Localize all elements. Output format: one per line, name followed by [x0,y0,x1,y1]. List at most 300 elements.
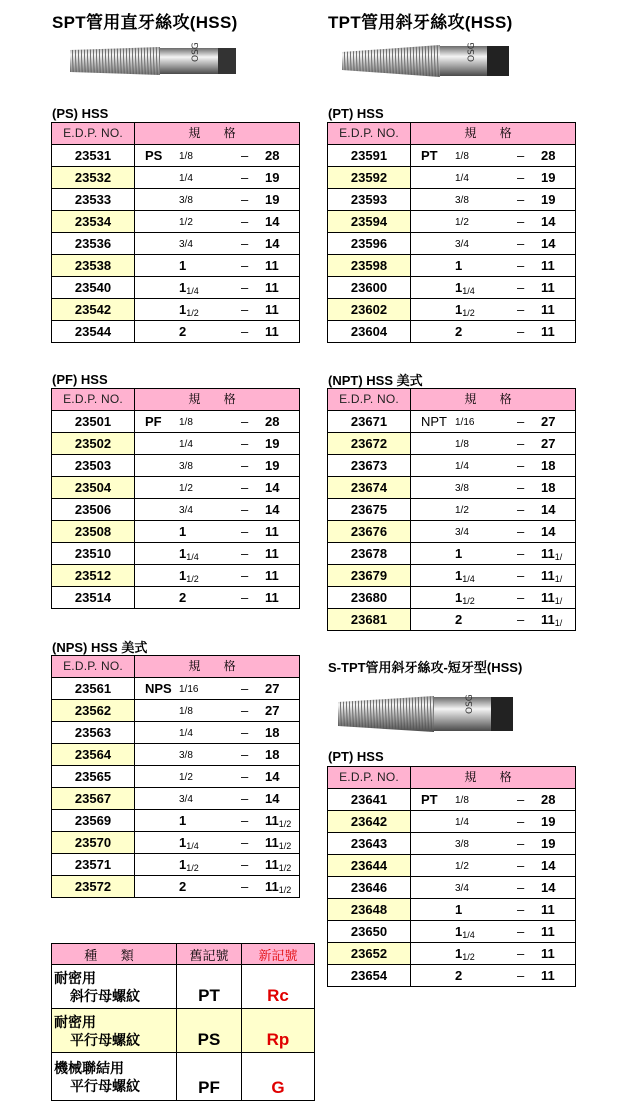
stpt-tap-image [336,690,516,738]
thread-size: 1/4 [455,461,469,472]
table-row [328,255,576,277]
edp-number: 23564 [52,744,135,766]
table-row [328,499,576,521]
thread-pitch: 14 [541,880,556,895]
thread-pitch: 11 [541,968,555,983]
edp-header: E.D.P. NO. [328,389,411,411]
thread-pitch: 19 [265,192,280,207]
thread-size: $1_{1/2}$ [179,568,199,584]
table-row [52,587,300,609]
thread-size: 3/4 [179,794,193,805]
spt-title: SPT管用直牙絲攻(HSS) [52,13,238,32]
dash-separator: – [517,792,525,807]
edp-number: 23673 [328,455,411,477]
edp-number: 23604 [328,321,411,343]
table-row [52,499,300,521]
table-row [328,543,576,565]
thread-size: 2 [179,324,187,339]
edp-number: 23646 [328,877,411,899]
thread-size: 1 [179,813,187,828]
thread-pitch: $11_{1/}$ [541,590,563,606]
edp-number: 23600 [328,277,411,299]
edp-number: 23531 [52,145,135,167]
spec-table-pf [51,388,300,609]
osg-logo-text: OSG [467,42,477,62]
dash-separator: – [517,502,525,517]
thread-pitch: 14 [265,214,280,229]
table-row [52,455,300,477]
thread-pitch: $11_{1/2}$ [265,835,292,851]
dash-separator: – [241,502,249,517]
table-row [52,788,300,810]
thread-pitch: 27 [265,703,280,718]
thread-pitch: 11 [541,924,555,939]
dash-separator: – [241,879,249,894]
thread-pitch: 14 [541,214,556,229]
thread-pitch: 19 [541,170,556,185]
dash-separator: – [241,769,249,784]
edp-number: 23598 [328,255,411,277]
table-row [52,167,300,189]
table-label-pf: (PF) HSS [52,372,108,387]
thread-size: 3/8 [179,461,193,472]
table-row [328,855,576,877]
thread-pitch: 27 [541,436,556,451]
thread-prefix: PS [145,148,163,163]
edp-number: 23565 [52,766,135,788]
spec-table-pt [327,122,576,343]
thread-pitch: 28 [265,148,280,163]
edp-number: 23540 [52,277,135,299]
table-row [328,167,576,189]
thread-pitch: 14 [541,236,556,251]
thread-size: 2 [179,590,187,605]
thread-size: 1/4 [179,728,193,739]
thread-size: $1_{1/4}$ [179,280,199,296]
legend-header-type: 種 類 [52,944,177,965]
thread-size: $1_{1/4}$ [455,568,475,584]
dash-separator: – [241,480,249,495]
edp-number: 23532 [52,167,135,189]
edp-number: 23514 [52,587,135,609]
table-row [328,899,576,921]
legend-type: 耐密用 斜行母螺紋 [52,965,177,1009]
dash-separator: – [517,236,525,251]
thread-size: 1 [455,258,463,273]
edp-number: 23594 [328,211,411,233]
table-row [328,321,576,343]
dash-separator: – [241,791,249,806]
thread-pitch: 11 [541,280,555,295]
dash-separator: – [241,813,249,828]
dash-separator: – [241,436,249,451]
dash-separator: – [241,236,249,251]
spec-table-ps [51,122,300,343]
table-row [328,299,576,321]
thread-pitch: 14 [541,524,556,539]
thread-size: 2 [455,968,463,983]
thread-size: 2 [455,324,463,339]
edp-number: 23542 [52,299,135,321]
table-row [52,832,300,854]
table-row [328,789,576,811]
table-row [52,299,300,321]
thread-size: 1/2 [179,483,193,494]
table-row [328,521,576,543]
thread-size: 1 [455,902,463,917]
thread-pitch: 11 [265,280,279,295]
thread-pitch: 11 [541,324,555,339]
thread-pitch: 11 [541,258,555,273]
legend-header-new: 新記號 [242,944,315,965]
dash-separator: – [241,214,249,229]
spec-header: 規 格 [135,123,300,145]
table-row [328,211,576,233]
table-row [328,233,576,255]
dash-separator: – [517,968,525,983]
thread-pitch: 18 [541,458,556,473]
edp-number: 23501 [52,411,135,433]
table-row [328,609,576,631]
thread-pitch: 11 [265,524,279,539]
thread-pitch: 19 [265,436,280,451]
thread-size: 1/8 [179,151,193,162]
table-row [328,411,576,433]
table-row [52,543,300,565]
dash-separator: – [241,280,249,295]
table-row [328,145,576,167]
thread-size: $1_{1/4}$ [179,835,199,851]
table-row [328,477,576,499]
table-row [52,145,300,167]
edp-number: 23596 [328,233,411,255]
thread-size: 1/2 [455,217,469,228]
thread-size: 1/8 [179,706,193,717]
dash-separator: – [241,192,249,207]
table-row [52,876,300,898]
thread-pitch: 19 [541,836,556,851]
table-row [328,965,576,987]
dash-separator: – [241,170,249,185]
thread-pitch: 28 [541,792,556,807]
dash-separator: – [241,458,249,473]
dash-separator: – [517,880,525,895]
table-row [52,277,300,299]
table-row [328,833,576,855]
edp-number: 23508 [52,521,135,543]
edp-number: 23504 [52,477,135,499]
thread-size: 3/8 [455,483,469,494]
dash-separator: – [517,924,525,939]
edp-number: 23534 [52,211,135,233]
thread-size: 3/4 [455,527,469,538]
spec-table-npt [327,388,576,631]
thread-size: 1/4 [179,173,193,184]
dash-separator: – [517,414,525,429]
thread-size: $1_{1/2}$ [455,946,475,962]
thread-pitch: 27 [265,681,280,696]
thread-size: 3/8 [455,195,469,206]
edp-number: 23678 [328,543,411,565]
table-row [52,189,300,211]
dash-separator: – [241,148,249,163]
thread-size: 1/8 [455,439,469,450]
dash-separator: – [241,414,249,429]
thread-pitch: 19 [541,814,556,829]
edp-number: 23643 [328,833,411,855]
thread-pitch: 11 [265,324,279,339]
edp-number: 23674 [328,477,411,499]
thread-pitch: 11 [265,590,279,605]
spec-table-nps [51,655,300,898]
dash-separator: – [241,524,249,539]
thread-size: $1_{1/2}$ [455,302,475,318]
edp-number: 23572 [52,876,135,898]
thread-pitch: 11 [541,946,555,961]
table-row [52,744,300,766]
edp-number: 23592 [328,167,411,189]
thread-pitch: $11_{1/}$ [541,568,563,584]
table-row [328,565,576,587]
thread-pitch: 18 [541,480,556,495]
table-row [328,277,576,299]
thread-pitch: 14 [265,769,280,784]
dash-separator: – [241,546,249,561]
dash-separator: – [517,814,525,829]
thread-size: 1/16 [455,417,475,428]
edp-number: 23641 [328,789,411,811]
thread-pitch: $11_{1/2}$ [265,857,292,873]
table-row [52,722,300,744]
thread-size: 1/4 [455,173,469,184]
thread-pitch: $11_{1/2}$ [265,813,292,829]
dash-separator: – [517,436,525,451]
edp-number: 23536 [52,233,135,255]
thread-prefix: NPS [145,681,172,696]
table-row [52,211,300,233]
edp-number: 23679 [328,565,411,587]
edp-header: E.D.P. NO. [328,767,411,789]
dash-separator: – [517,280,525,295]
edp-number: 23544 [52,321,135,343]
thread-size: 3/4 [179,239,193,250]
legend-old-mark: PT [177,965,242,1009]
thread-prefix: PT [421,792,438,807]
thread-size: 1/2 [455,505,469,516]
table-row [328,943,576,965]
thread-size: 1/8 [179,417,193,428]
table-row [52,766,300,788]
table-row [52,477,300,499]
table-row [52,411,300,433]
table-row [52,678,300,700]
thread-size: 1/4 [179,439,193,450]
edp-header: E.D.P. NO. [52,389,135,411]
edp-number: 23533 [52,189,135,211]
edp-header: E.D.P. NO. [52,123,135,145]
edp-number: 23567 [52,788,135,810]
dash-separator: – [517,590,525,605]
edp-number: 23503 [52,455,135,477]
thread-pitch: $11_{1/}$ [541,546,563,562]
edp-header: E.D.P. NO. [52,656,135,678]
thread-size: 3/4 [179,505,193,516]
edp-number: 23562 [52,700,135,722]
table-row [328,587,576,609]
edp-number: 23593 [328,189,411,211]
thread-pitch: 14 [265,502,280,517]
thread-size: 1/2 [179,217,193,228]
edp-number: 23680 [328,587,411,609]
thread-prefix: PT [421,148,438,163]
thread-size: $1_{1/2}$ [455,590,475,606]
legend-old-mark: PS [177,1009,242,1053]
thread-pitch: 28 [541,148,556,163]
edp-number: 23644 [328,855,411,877]
thread-size: $1_{1/2}$ [179,302,199,318]
thread-pitch: 11 [265,546,279,561]
thread-pitch: $11_{1/}$ [541,612,563,628]
tpt-title: TPT管用斜牙絲攻(HSS) [328,13,513,32]
spec-header: 規 格 [411,389,576,411]
thread-prefix: NPT [421,414,447,429]
thread-pitch: 18 [265,725,280,740]
thread-size: 3/8 [455,839,469,850]
edp-number: 23648 [328,899,411,921]
thread-size: 3/8 [179,195,193,206]
table-row [52,233,300,255]
table-row [52,321,300,343]
dash-separator: – [241,590,249,605]
thread-size: 3/4 [455,239,469,250]
osg-logo-text: OSG [465,694,475,714]
thread-pitch: 14 [541,858,556,873]
thread-pitch: $11_{1/2}$ [265,879,292,895]
thread-size: 1/2 [455,861,469,872]
table-label-nps: (NPS) HSS 美式 [52,640,148,655]
dash-separator: – [517,192,525,207]
thread-pitch: 14 [265,791,280,806]
edp-number: 23591 [328,145,411,167]
dash-separator: – [517,612,525,627]
thread-pitch: 11 [265,302,279,317]
thread-pitch: 19 [265,170,280,185]
edp-number: 23561 [52,678,135,700]
dash-separator: – [517,858,525,873]
table-row [52,854,300,876]
dash-separator: – [241,725,249,740]
tpt-tap-image [340,40,515,82]
dash-separator: – [241,324,249,339]
dash-separator: – [241,747,249,762]
thread-prefix: PF [145,414,162,429]
thread-size: 1 [455,546,463,561]
legend-old-mark: PF [177,1053,242,1101]
edp-number: 23642 [328,811,411,833]
thread-size: 1/16 [179,684,199,695]
thread-size: 1/2 [179,772,193,783]
edp-number: 23563 [52,722,135,744]
table-row [52,255,300,277]
edp-number: 23538 [52,255,135,277]
spec-header: 規 格 [135,389,300,411]
edp-number: 23570 [52,832,135,854]
dash-separator: – [241,302,249,317]
thread-size: $1_{1/2}$ [179,857,199,873]
legend-new-mark: Rp [242,1009,315,1053]
legend-new-mark: Rc [242,965,315,1009]
table-label-pt-short: (PT) HSS [328,749,384,764]
dash-separator: – [517,546,525,561]
dash-separator: – [517,214,525,229]
thread-pitch: 19 [541,192,556,207]
thread-size: $1_{1/4}$ [455,280,475,296]
spec-table-pt-short [327,766,576,987]
dash-separator: – [241,258,249,273]
thread-pitch: 28 [265,414,280,429]
table-row [52,433,300,455]
thread-pitch: 14 [265,236,280,251]
thread-mark-legend [51,943,315,1101]
edp-number: 23502 [52,433,135,455]
thread-size: 1/4 [455,817,469,828]
table-row [328,433,576,455]
spt-tap-image [68,40,238,82]
table-label-pt: (PT) HSS [328,106,384,121]
stpt-title: S-TPT管用斜牙絲攻-短牙型(HSS) [328,660,523,675]
table-row [328,811,576,833]
thread-pitch: 19 [265,458,280,473]
edp-number: 23681 [328,609,411,631]
thread-pitch: 11 [541,902,555,917]
dash-separator: – [517,170,525,185]
thread-size: 3/4 [455,883,469,894]
edp-number: 23571 [52,854,135,876]
edp-number: 23654 [328,965,411,987]
dash-separator: – [517,302,525,317]
legend-header-old: 舊記號 [177,944,242,965]
table-row [52,521,300,543]
dash-separator: – [517,946,525,961]
edp-number: 23510 [52,543,135,565]
thread-pitch: 18 [265,747,280,762]
table-row [328,877,576,899]
thread-pitch: 14 [541,502,556,517]
thread-pitch: 11 [265,568,279,583]
thread-size: 1 [179,258,187,273]
edp-number: 23512 [52,565,135,587]
table-row [52,810,300,832]
edp-number: 23506 [52,499,135,521]
dash-separator: – [517,458,525,473]
table-row [328,921,576,943]
thread-pitch: 14 [265,480,280,495]
dash-separator: – [517,324,525,339]
spec-header: 規 格 [135,656,300,678]
thread-pitch: 11 [265,258,279,273]
thread-pitch: 27 [541,414,556,429]
dash-separator: – [517,524,525,539]
edp-number: 23652 [328,943,411,965]
edp-number: 23650 [328,921,411,943]
thread-size: 2 [455,612,463,627]
legend-type: 機械聯結用 平行母螺紋 [52,1053,177,1101]
table-row [328,455,576,477]
dash-separator: – [517,836,525,851]
thread-pitch: 11 [541,302,555,317]
edp-number: 23672 [328,433,411,455]
thread-size: 1 [179,524,187,539]
